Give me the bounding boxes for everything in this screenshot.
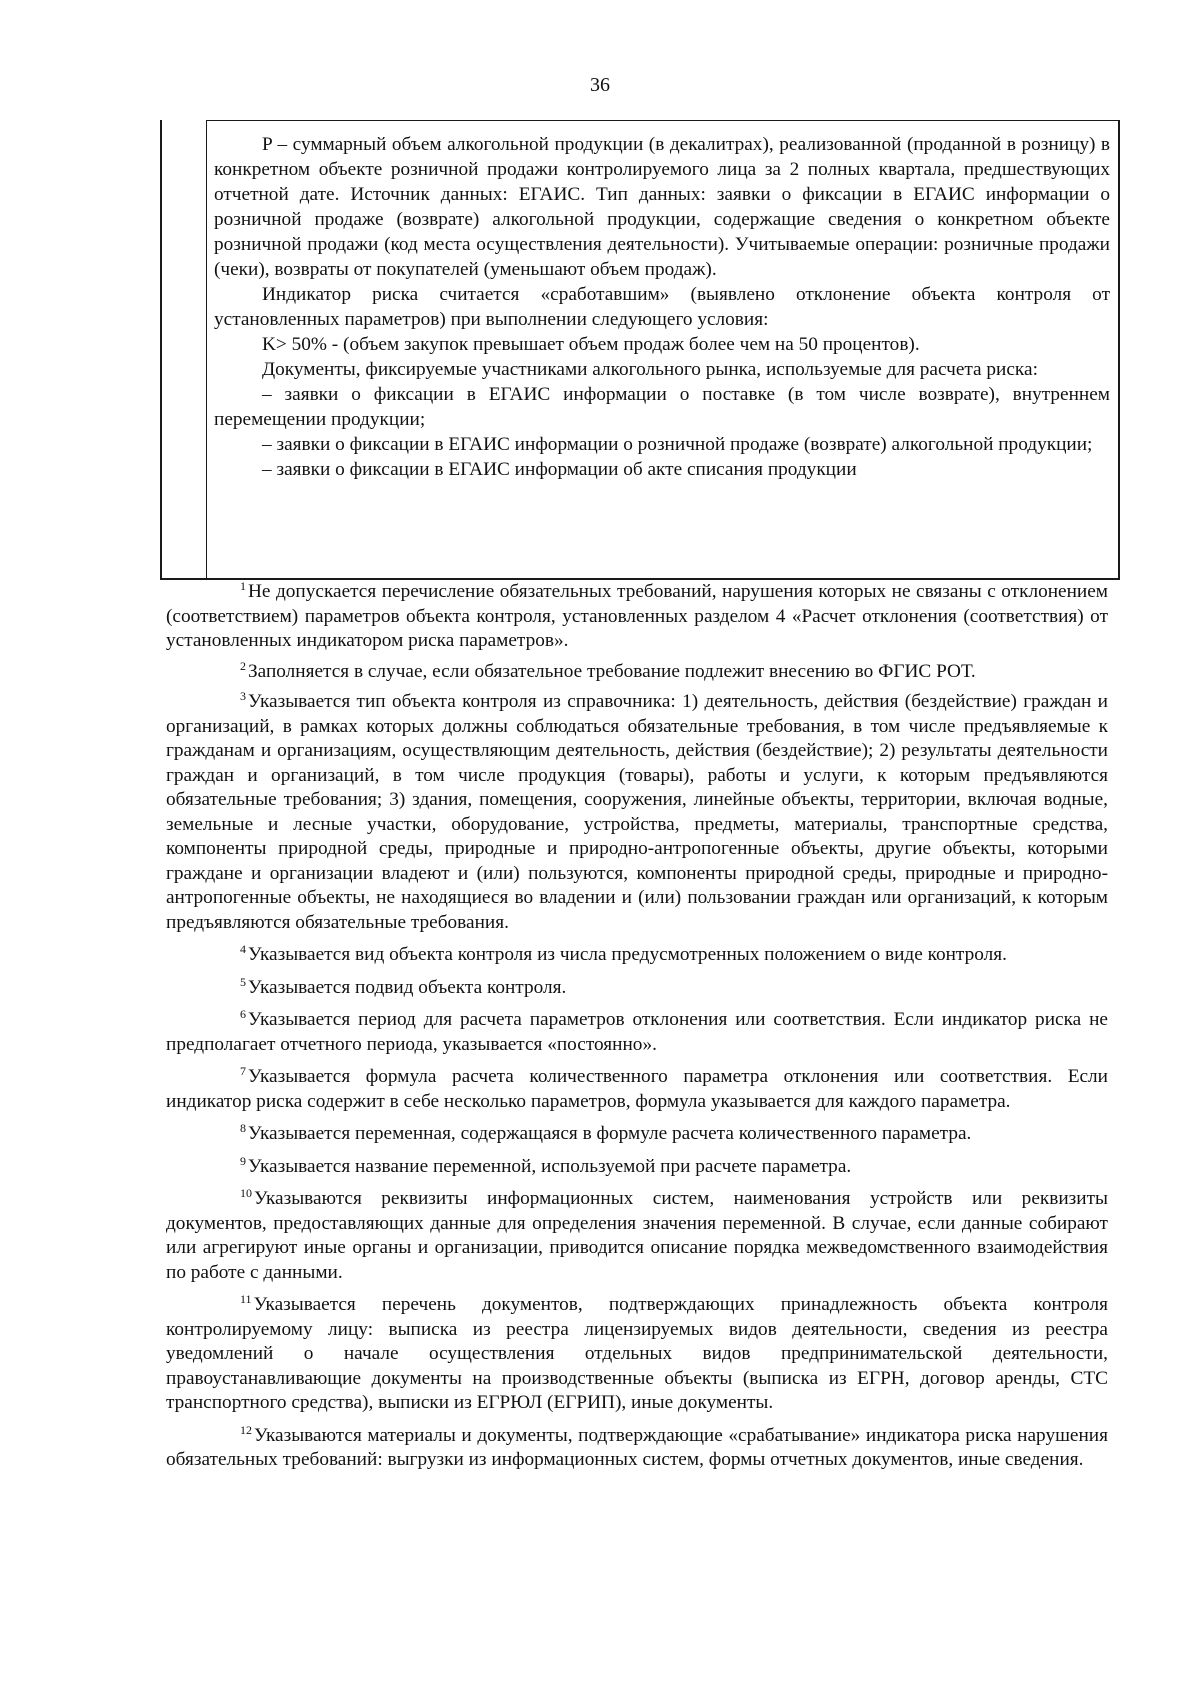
page-number: 36: [590, 74, 610, 96]
footnote-marker: 10: [240, 1186, 252, 1200]
footnote: [166, 1187, 1108, 1285]
footnote: [166, 1122, 1108, 1147]
cell-list-item: – заявки о фиксации в ЕГАИС информации об акте списания продукции: [262, 459, 857, 480]
footnote: [166, 660, 1108, 685]
footnote-marker: 5: [240, 974, 246, 989]
footnote-marker: 12: [240, 1422, 252, 1437]
footnote-text: Указывается формула расчета количественного параметра отклонения или соответствия. Если индикатор риска содержит в себе несколько параметров, формула указывается для каждого параметра.: [166, 1066, 1108, 1112]
footnotes: [166, 580, 1108, 1481]
footnote: [166, 690, 1108, 935]
cell-paragraph-trigger: Индикатор риска считается «сработавшим» (выявлено отклонение объекта контроля от установленных параметров) при выполнении следующего условия:: [214, 284, 1110, 330]
footnote: [166, 580, 1108, 654]
footnote-text: Указывается подвид объекта контроля.: [248, 976, 567, 998]
footnote-text: Указывается название переменной, используемой при расчете параметра.: [248, 1155, 852, 1177]
footnote-text: Указываются материалы и документы, подтверждающие «срабатывание» индикатора риска нарушения обязательных требований: выгрузки из информационных систем, формы отчетных документов, иные сведения.: [166, 1424, 1108, 1470]
footnote-marker: 1: [240, 579, 246, 593]
footnote-marker: 6: [240, 1007, 246, 1021]
footnote-marker: 4: [240, 942, 246, 956]
cell-paragraph-documents: Документы, фиксируемые участниками алкогольного рынка, используемые для расчета риска:: [262, 359, 1038, 380]
footnote-marker: 7: [240, 1064, 246, 1078]
cell-paragraph-condition: K> 50% - (объем закупок превышает объем продаж более чем на 50 процентов).: [262, 334, 920, 355]
footnote-marker: 9: [240, 1153, 246, 1168]
footnote: [166, 1065, 1108, 1114]
cell-list-item: – заявки о фиксации в ЕГАИС информации о поставке (в том числе возврате), внутреннем перемещении продукции;: [214, 384, 1110, 430]
footnote-marker: 2: [240, 658, 246, 673]
table-cell: [214, 132, 1110, 482]
table-column-divider: [206, 120, 207, 578]
footnote: [166, 1008, 1108, 1057]
footnote-text: Указывается вид объекта контроля из числа предусмотренных положением о виде контроля.: [248, 944, 1007, 965]
footnote-text: Указывается тип объекта контроля из справочника: 1) деятельность, действия (бездействие) граждан и организаций, в рамках которых должны соблюдаться обязательные требования, в том числе предъявляемые к гражданам и организациям, осуществляющим деятельность, действия (бездействие); 2) результаты деятельности граждан и организаций, в том числе продукция (товары), работы и услуги, к которым предъявляются обязательные требования; 3) здания, помещения, сооружения, линейные объекты, территории, включая водные, земельные и лесные участки, оборудование, устройства, предметы, материалы, транспортные средства, компоненты природной среды, природные и природно-антропогенные объекты, другие объекты, которыми граждане и организации владеют и (или) пользуются, компоненты природной среды, природные и природно-антропогенные объекты, не находящиеся во владении и (или) пользовании граждан или организаций, к которым предъявляются обязательные требования.: [166, 691, 1108, 933]
footnote: [166, 1424, 1108, 1473]
footnote: [166, 1155, 1108, 1180]
footnote-text: Указывается перечень документов, подтверждающих принадлежность объекта контроля контролируемому лицу: выписка из реестра лицензируемых видов деятельности, сведения из реестра уведомлений о начале осуществления отдельных видов предпринимательской деятельности, правоустанавливающие документы на производственные объекты (выписка из ЕГРН, договор аренды, СТС транспортного средства), выписки из ЕГРЮЛ (ЕГРИП), иные документы.: [166, 1294, 1108, 1413]
cell-paragraph-variable-p: P – суммарный объем алкогольной продукции (в декалитрах), реализованной (проданной в розницу) в конкретном объекте розничной продажи контролируемого лица за 2 полных квартала, предшествующих отчетной дате. Источник данных: ЕГАИС. Тип данных: заявки о фиксации в ЕГАИС информации о розничной продаже (возврате) алкогольной продукции, содержащие сведения о конкретном объекте розничной продажи (код места осуществления деятельности). Учитываемые операции: розничные продажи (чеки), возвраты от покупателей (уменьшают объем продаж).: [214, 134, 1110, 280]
footnote: [166, 976, 1108, 1001]
footnote-marker: 8: [240, 1121, 246, 1135]
cell-list-item: – заявки о фиксации в ЕГАИС информации о розничной продаже (возврате) алкогольной продукции;: [262, 434, 1093, 455]
footnote-marker: 3: [240, 689, 246, 703]
footnote-text: Указывается период для расчета параметров отклонения или соответствия. Если индикатор риска не предполагает отчетного периода, указывается «постоянно».: [166, 1009, 1108, 1055]
footnote-text: Заполняется в случае, если обязательное требование подлежит внесению во ФГИС РОТ.: [248, 660, 976, 682]
footnote: [166, 943, 1108, 968]
footnote-text: Указывается переменная, содержащаяся в формуле расчета количественного параметра.: [248, 1123, 972, 1144]
table-cell-top-border: [206, 120, 1118, 121]
table-fragment: [160, 120, 1120, 580]
footnote-text: Указываются реквизиты информационных систем, наименования устройств или реквизиты документов, предоставляющих данные для определения значения переменной. В случае, если данные собирают или агрегируют иные органы и организации, приводится описание порядка межведомственного взаимодействия по работе с данными.: [166, 1188, 1108, 1283]
footnote-marker: 11: [240, 1292, 252, 1306]
footnote: [166, 1293, 1108, 1416]
footnote-text: Не допускается перечисление обязательных требований, нарушения которых не связаны с отклонением (соответствием) параметров объекта контроля, установленных разделом 4 «Расчет отклонения (соответствия) от установленных индикатором риска параметров».: [166, 581, 1108, 651]
